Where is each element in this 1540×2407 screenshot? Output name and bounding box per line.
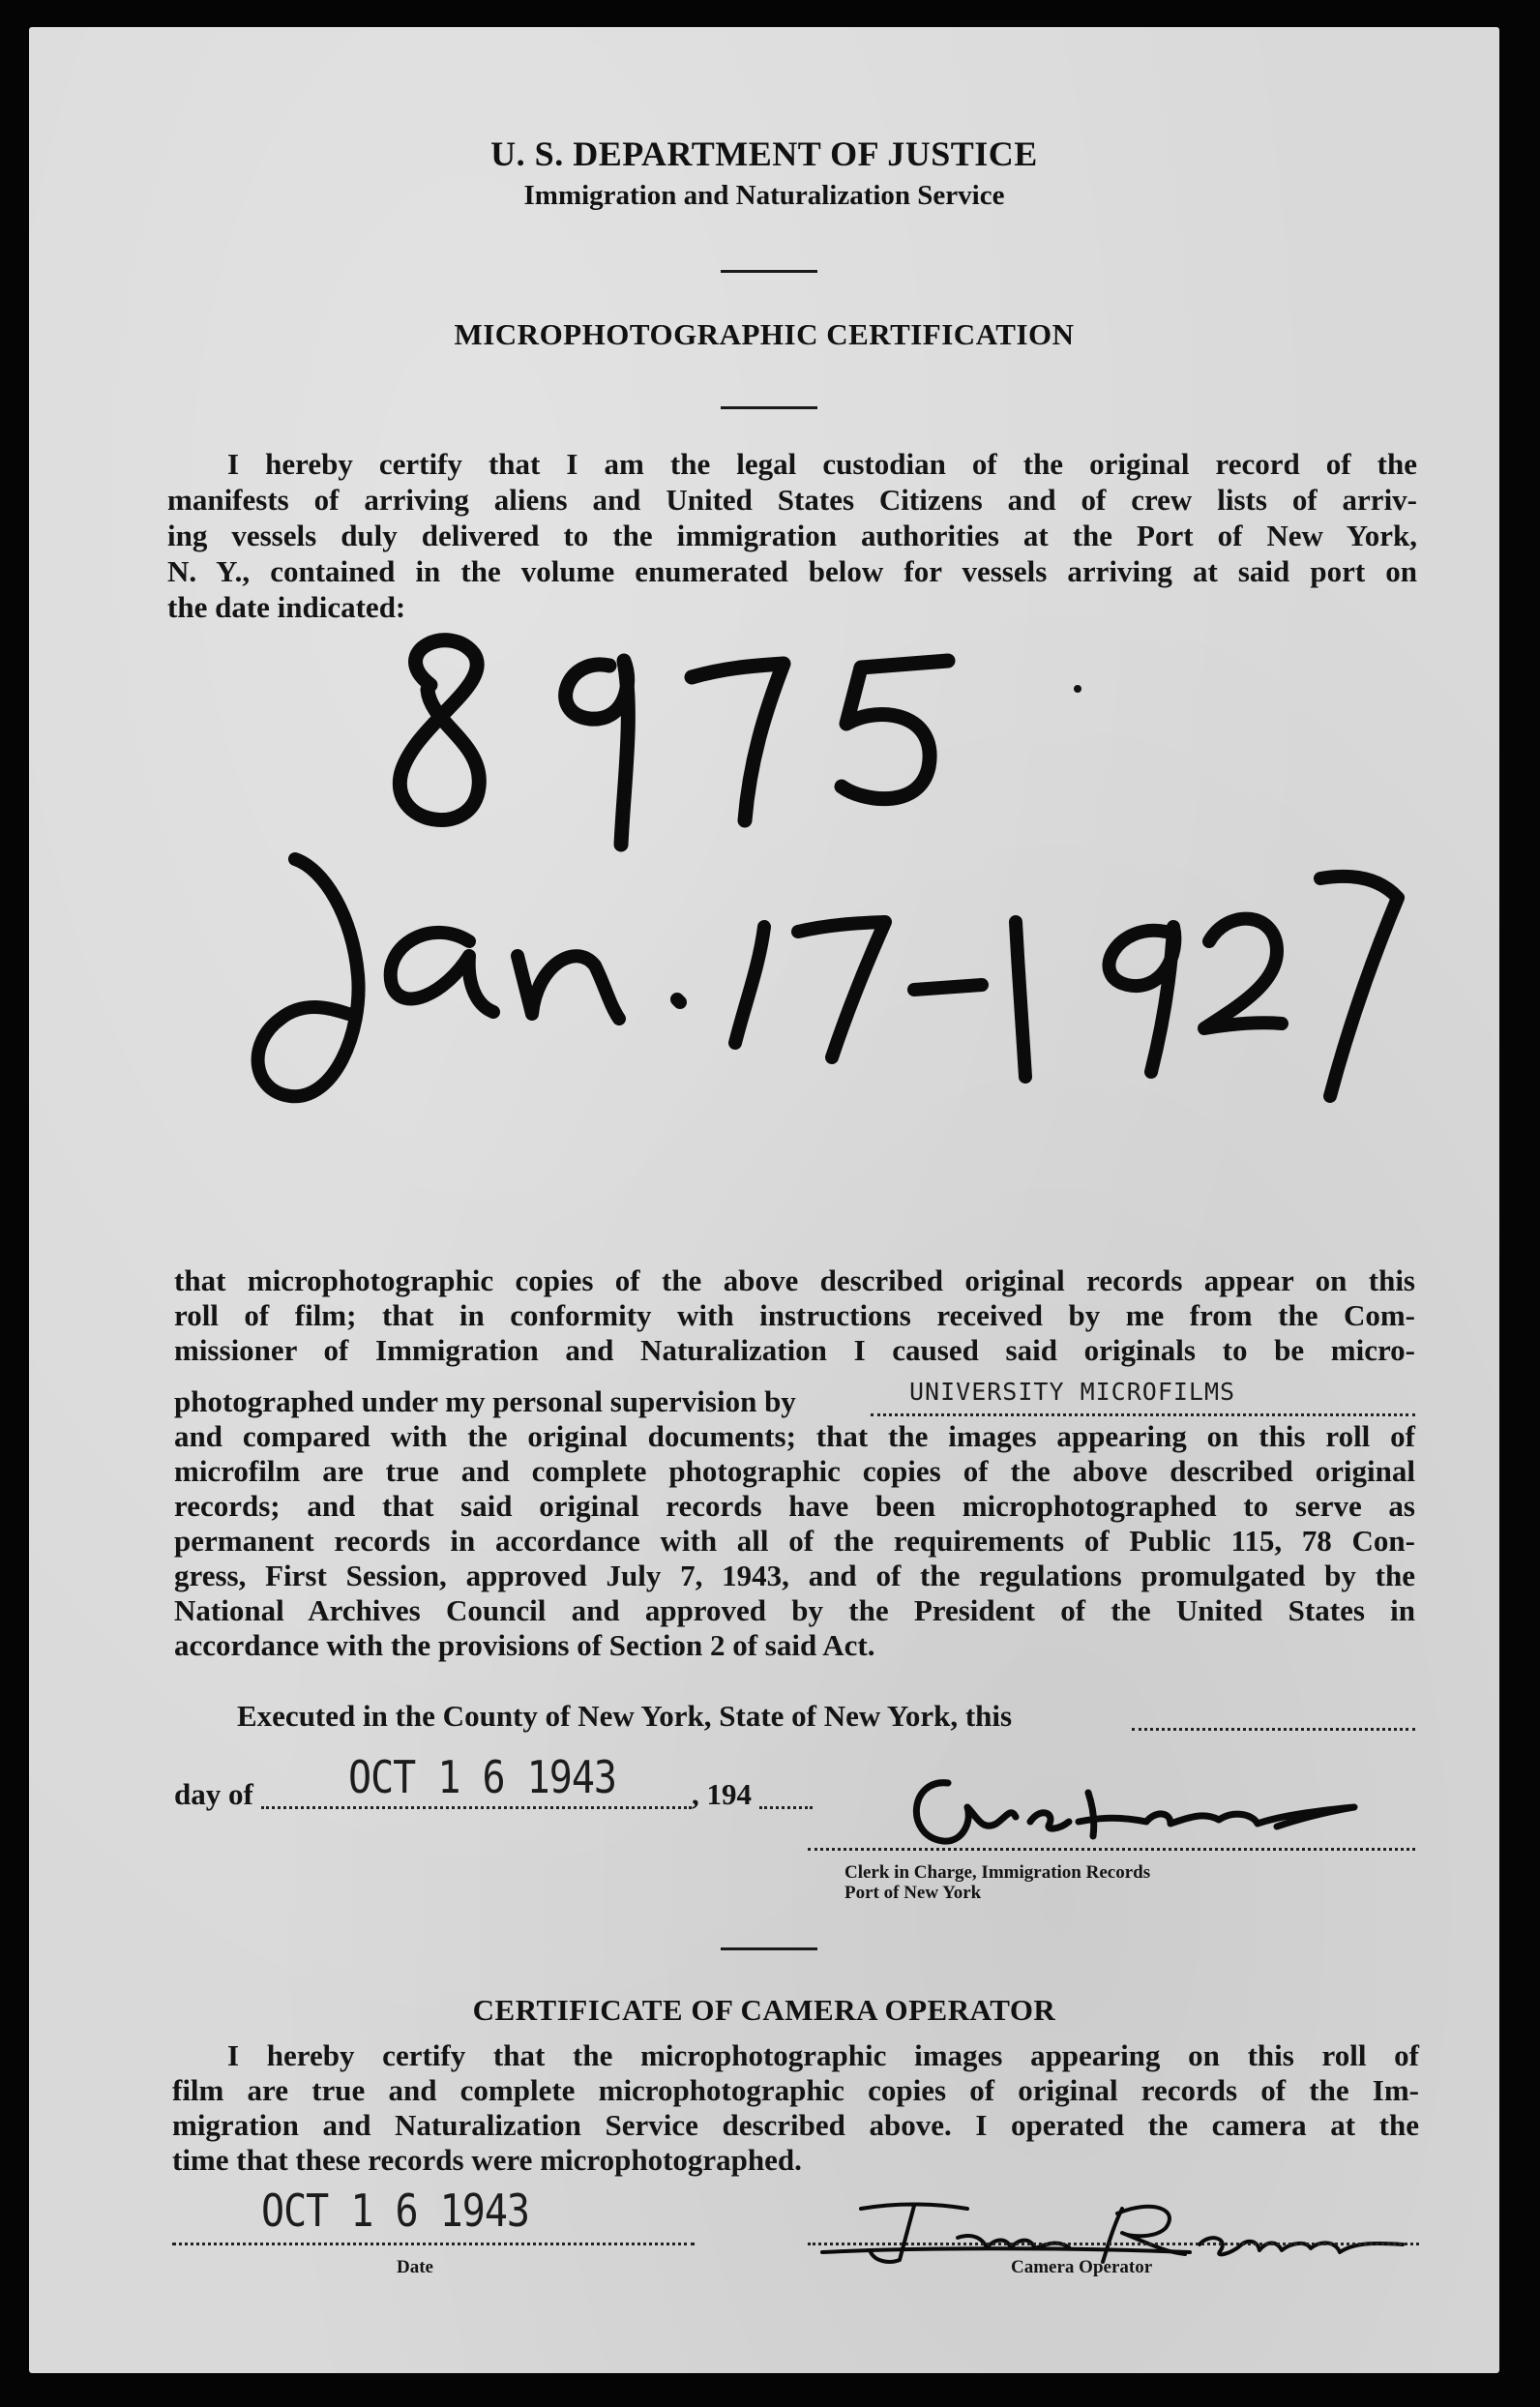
operator-signature-line xyxy=(808,2243,1419,2245)
supervisor-dotted-line xyxy=(871,1413,1415,1416)
handwritten-volume-number xyxy=(358,608,1035,859)
para2-line: records; and that said original records have been microphotographed to serve as xyxy=(174,1489,1415,1523)
para1-line: manifests of arriving aliens and United States Citizens and of crew lists of arriv- xyxy=(167,483,1417,517)
certificate-sheet xyxy=(29,27,1499,2373)
clerk-title: Clerk in Charge, Immigration Records xyxy=(844,1862,1151,1883)
year-dotted-line xyxy=(759,1806,813,1809)
para2-line: missioner of Immigration and Naturalization I caused said originals to be micro- xyxy=(174,1333,1415,1367)
para2-line: National Archives Council and approved by the President of the United States in xyxy=(174,1593,1415,1627)
executed-day-dotted-line xyxy=(1132,1728,1415,1731)
para3-line: migration and Naturalization Service described above. I operated the camera at the xyxy=(172,2108,1419,2142)
divider xyxy=(721,1947,817,1950)
operator-stamp-date: OCT 1 6 1943 xyxy=(261,2185,529,2238)
para2-line: photographed under my personal supervision by xyxy=(174,1384,796,1418)
clerk-signature xyxy=(871,1764,1412,1860)
day-of-label: day of xyxy=(174,1777,253,1811)
para2-line: roll of film; that in conformity with instructions received by me from the Com- xyxy=(174,1298,1415,1332)
para3-line: I hereby certify that the microphotographic images appearing on this roll of xyxy=(227,2038,1419,2072)
para2-line: that microphotographic copies of the above described original records appear on this xyxy=(174,1263,1415,1297)
supervisor-typed-name: UNIVERSITY MICROFILMS xyxy=(909,1378,1236,1406)
handwritten-date xyxy=(237,849,1446,1130)
day-of-dotted-line xyxy=(261,1806,692,1809)
para2-line: gress, First Session, approved July 7, 1943, and of the regulations promulgated by the xyxy=(174,1559,1415,1592)
para1-line: ing vessels duly delivered to the immigration authorities at the Port of New York, xyxy=(167,519,1417,552)
para3-line: film are true and complete microphotographic copies of original records of the Im- xyxy=(172,2073,1419,2107)
divider xyxy=(721,270,817,273)
executed-stamp-date: OCT 1 6 1943 xyxy=(348,1752,616,1804)
para2-line: accordance with the provisions of Section 2 of said Act. xyxy=(174,1628,875,1662)
date-label: Date xyxy=(397,2257,433,2277)
date-dotted-line xyxy=(172,2243,695,2245)
divider xyxy=(721,406,817,409)
department-title: U. S. DEPARTMENT OF JUSTICE xyxy=(490,134,1038,173)
camera-operator-title: CERTIFICATE OF CAMERA OPERATOR xyxy=(472,1993,1056,2027)
para3-line: time that these records were microphotographed. xyxy=(172,2143,802,2177)
year-prefix: , 194 xyxy=(692,1777,752,1811)
ink-dot xyxy=(1074,685,1081,693)
para1-line: I hereby certify that I am the legal custodian of the original record of the xyxy=(227,447,1417,481)
executed-text: Executed in the County of New York, State of New York, this xyxy=(237,1699,1013,1733)
clerk-port: Port of New York xyxy=(844,1883,982,1903)
para1-line: N. Y., contained in the volume enumerated below for vessels arriving at said port on xyxy=(167,554,1417,588)
service-subtitle: Immigration and Naturalization Service xyxy=(523,180,1005,211)
clerk-signature-line xyxy=(808,1848,1415,1851)
camera-operator-label: Camera Operator xyxy=(1011,2257,1153,2277)
para2-line: and compared with the original documents; that the images appearing on this roll of xyxy=(174,1419,1415,1453)
para2-line: microfilm are true and complete photographic copies of the above described original xyxy=(174,1454,1415,1488)
para2-line: permanent records in accordance with all of the requirements of Public 115, 78 Con- xyxy=(174,1524,1415,1558)
certification-title: MICROPHOTOGRAPHIC CERTIFICATION xyxy=(454,317,1075,351)
para1-line: the date indicated: xyxy=(167,590,406,624)
